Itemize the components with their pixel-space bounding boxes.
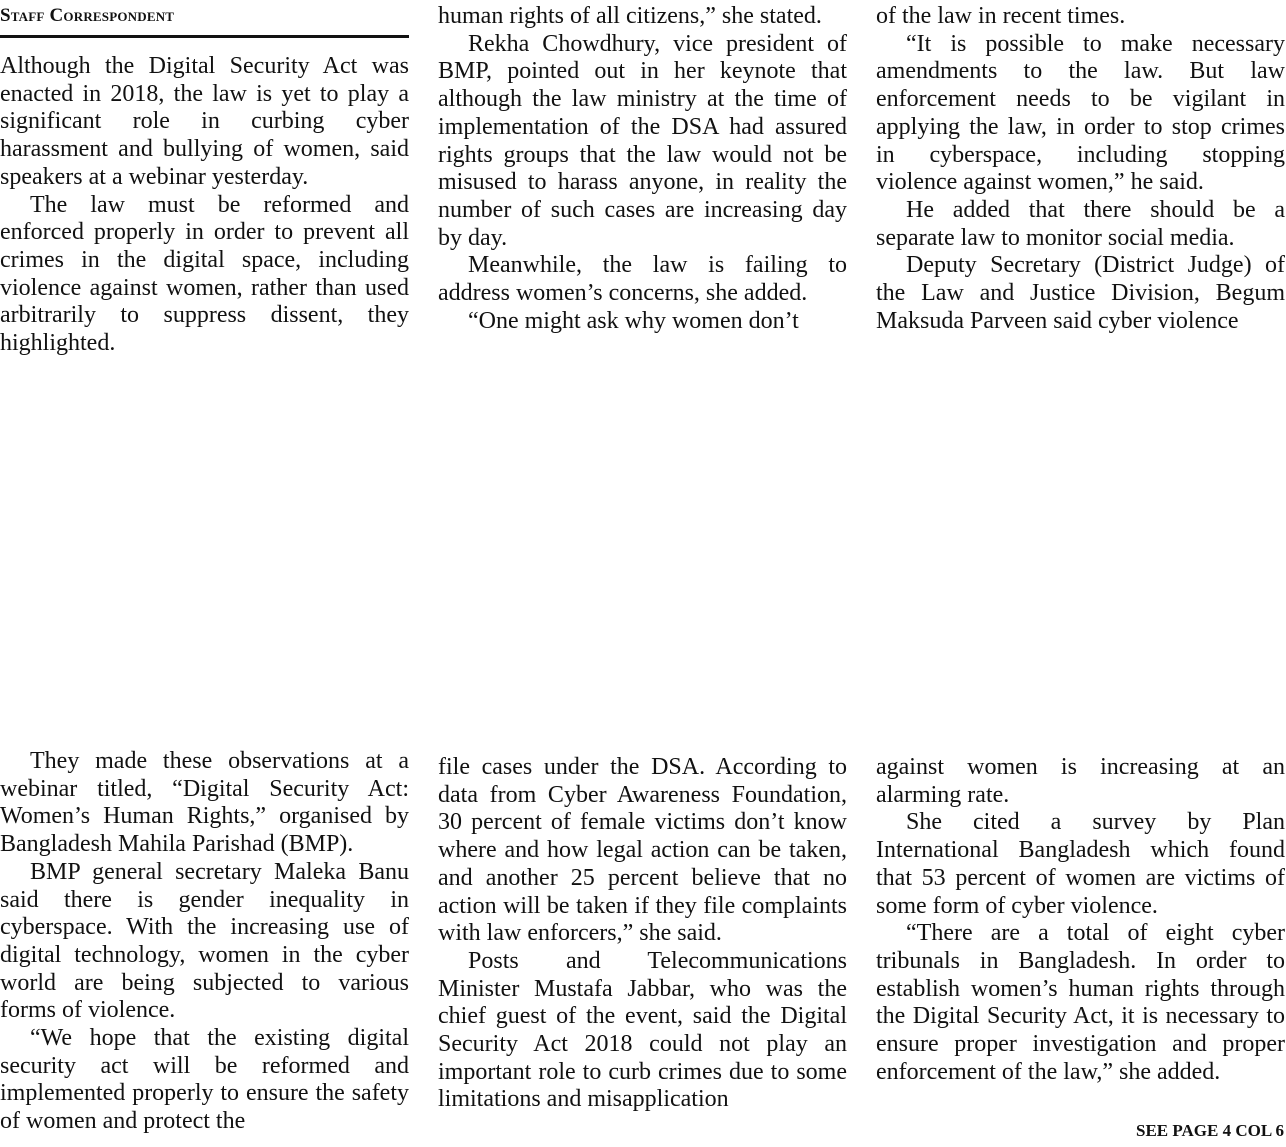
paragraph: file cases under the DSA. According to data from Cyber Awareness Foundation, 30 percent of female victims don’t know where and how legal action can be taken, and another 25 percent believe that no action will be taken if they file complaints with law enforcers,” she said. bbox=[438, 754, 847, 947]
column-2-bottom bbox=[438, 754, 847, 1114]
paragraph: “We hope that the existing digital security act will be reformed and implemented properly to ensure the safety of women and protect the bbox=[0, 1025, 409, 1135]
paragraph: against women is increasing at an alarming rate. bbox=[876, 754, 1285, 808]
paragraph: He added that there should be a separate law to monitor social media. bbox=[876, 196, 1285, 251]
column-2-top bbox=[438, 3, 847, 335]
byline: Staff Correspondent bbox=[0, 5, 409, 38]
paragraph: “It is possible to make necessary amendments to the law. But law enforcement needs to be vigilant in applying the law, in order to stop crimes in cyberspace, including stopping violence against women,” he said. bbox=[876, 30, 1285, 196]
continued-on-page-line: SEE PAGE 4 COL 6 bbox=[1136, 1121, 1284, 1140]
paragraph: Rekha Chowdhury, vice president of BMP, pointed out in her keynote that although the law ministry at the time of implementation of the DSA had assured rights groups that the law would not be misused to harass anyone, in reality the number of such cases are increasing day by day. bbox=[438, 30, 847, 251]
column-3-top bbox=[876, 3, 1285, 335]
paragraph: Meanwhile, the law is failing to address women’s concerns, she added. bbox=[438, 252, 847, 307]
paragraph: BMP general secretary Maleka Banu said there is gender inequality in cyberspace. With the increasing use of digital technology, women in the cyber world are being subjected to various forms of violence. bbox=[0, 858, 409, 1024]
paragraph: of the law in recent times. bbox=[876, 3, 1126, 29]
paragraph: Posts and Telecommunications Minister Mustafa Jabbar, who was the chief guest of the event, said the Digital Security Act 2018 could not play an important role to curb crimes due to some limitations and misapplication bbox=[438, 947, 847, 1113]
column-3-bottom bbox=[876, 754, 1285, 1086]
paragraph: She cited a survey by Plan International Bangladesh which found that 53 percent of women are victims of some form of cyber violence. bbox=[876, 809, 1285, 919]
paragraph: The law must be reformed and enforced properly in order to prevent all crimes in the digital space, including violence against women, rather than used arbitrarily to suppress dissent, they highlighted. bbox=[0, 191, 409, 357]
paragraph: “There are a total of eight cyber tribunals in Bangladesh. In order to establish women’s human rights through the Digital Security Act, it is necessary to ensure proper investigation and proper enforcement of the law,” she added. bbox=[876, 920, 1285, 1085]
column-1-top bbox=[0, 53, 409, 358]
paragraph: “One might ask why women don’t bbox=[468, 307, 799, 334]
paragraph: Deputy Secretary (District Judge) of the Law and Justice Division, Begum Maksuda Parveen said cyber violence bbox=[876, 252, 1285, 334]
column-1-bottom bbox=[0, 748, 409, 1136]
paragraph: human rights of all citizens,” she stated. bbox=[438, 3, 822, 29]
paragraph: They made these observations at a webinar titled, “Digital Security Act: Women’s Human Rights,” organised by Bangladesh Mahila Parishad (BMP). bbox=[0, 748, 409, 858]
paragraph: Although the Digital Security Act was enacted in 2018, the law is yet to play a significant role in curbing cyber harassment and bullying of women, said speakers at a webinar yesterday. bbox=[0, 53, 409, 190]
